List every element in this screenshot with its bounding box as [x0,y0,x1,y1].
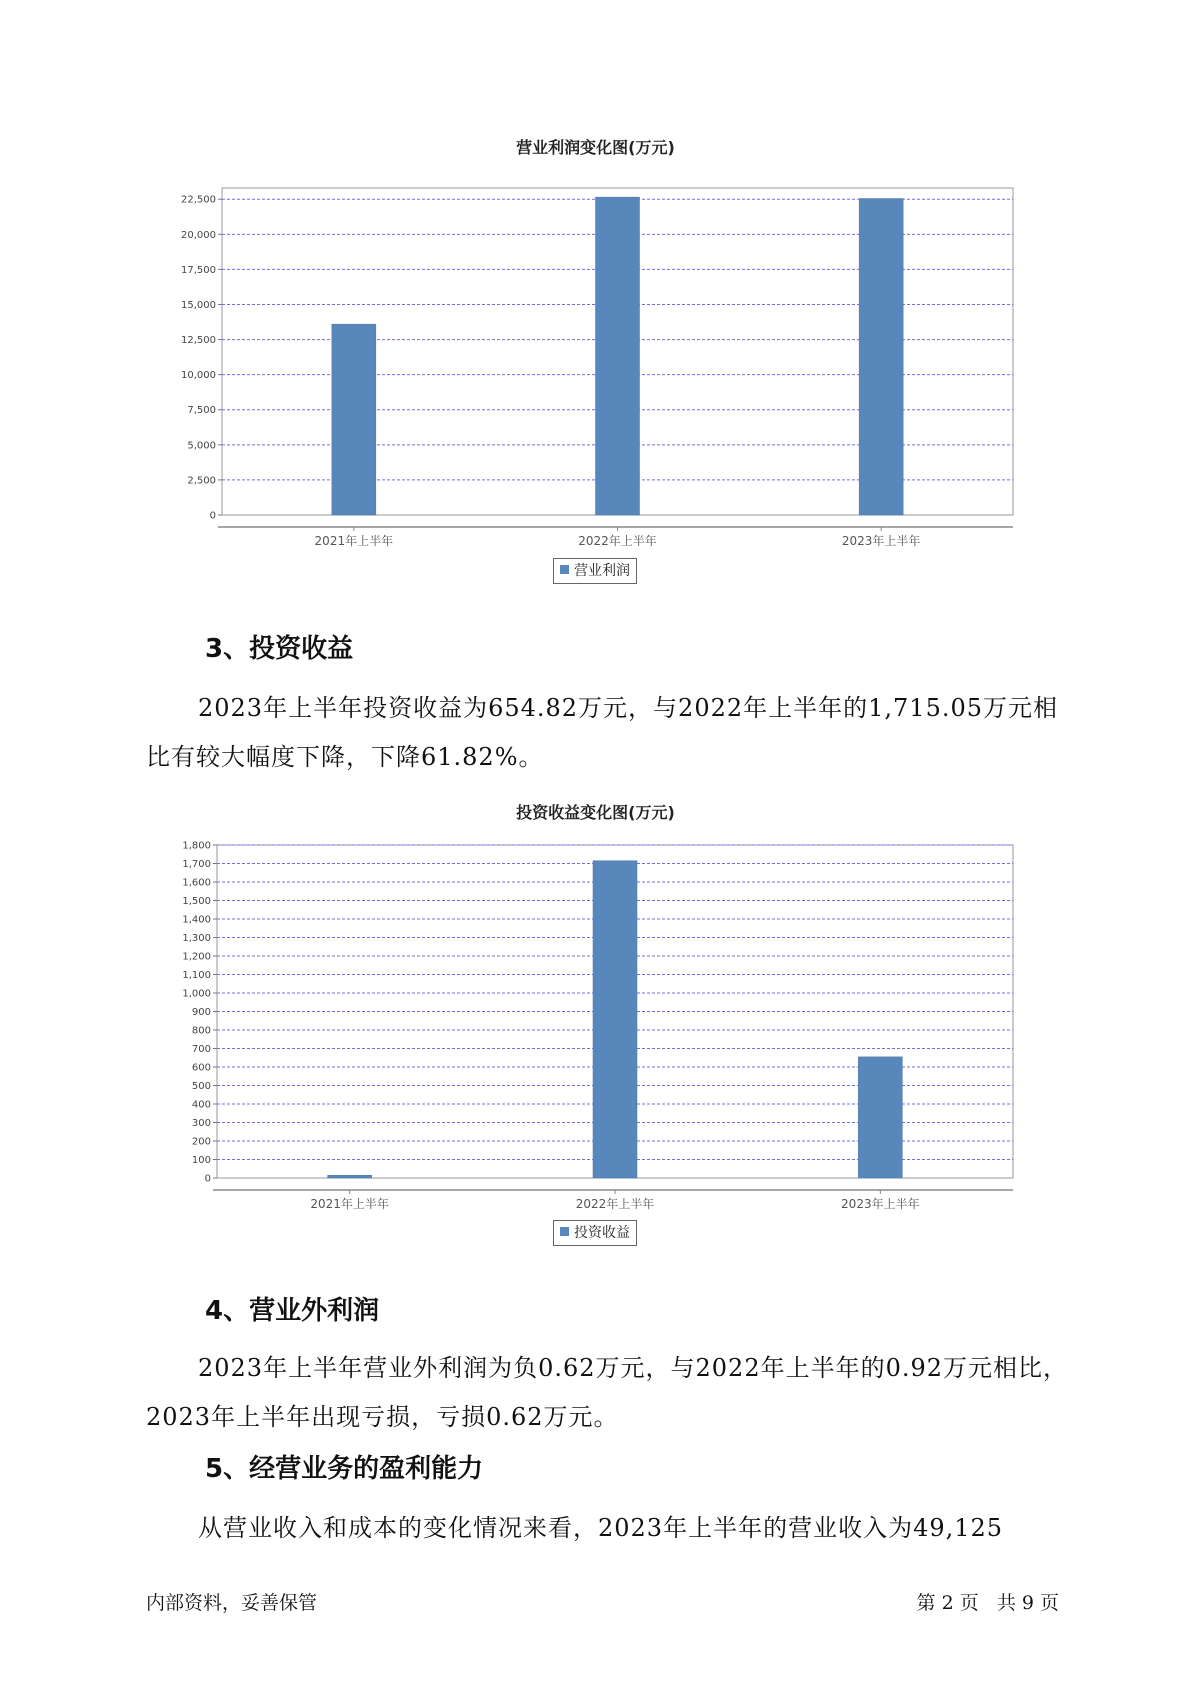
chart2-ytick-label: 0 [204,1173,211,1185]
section4-heading: 4、营业外利润 [205,1296,380,1326]
chart2-bar [858,1057,902,1178]
chart2-ytick-label: 1,700 [182,859,211,870]
chart2-ytick-label: 1,400 [182,914,211,926]
chart2-category-label: 2023年上半年 [841,1197,920,1211]
chart2-bar [593,861,637,1178]
chart1-ytick-label: 12,500 [181,335,216,347]
chart2-ytick-label: 300 [191,1118,211,1129]
chart1-category-label: 2021年上半年 [314,534,394,548]
chart1-category-label: 2022年上半年 [578,534,657,548]
chart2-ytick-label: 1,300 [182,933,211,944]
chart2-ytick-label: 1,500 [182,896,211,907]
section3-text: 2023年上半年投资收益为654.82万元，与2022年上半年的1,715.05万元相比有较大幅度下降，下降61.82%。 [146,694,1059,771]
chart2-ytick-label: 1,100 [182,970,211,981]
chart1-ytick-label: 10,000 [181,370,216,382]
chart2-ytick-label: 400 [191,1099,211,1111]
chart2-ytick-label: 900 [191,1007,211,1018]
chart1-ytick-label: 17,500 [181,264,216,276]
chart2-bar [328,1175,372,1178]
chart2-ytick-label: 1,200 [182,951,211,963]
chart2-ytick-label: 100 [191,1155,211,1166]
chart1-title: 营业利润变化图(万元) [516,138,675,157]
chart2-ytick-label: 1,000 [182,988,211,1000]
chart1-ytick-label: 0 [209,510,216,522]
section5-heading: 5、经营业务的盈利能力 [205,1454,484,1484]
chart1-ytick-label: 20,000 [181,229,216,241]
chart1-ytick-label: 7,500 [187,405,216,417]
section5-text: 从营业收入和成本的变化情况来看，2023年上半年的营业收入为49,125 [198,1514,1004,1542]
footer-confidential: 内部资料，妥善保管 [146,1592,318,1614]
chart2-ytick-label: 1,800 [182,840,211,852]
chart2-category-label: 2022年上半年 [575,1197,655,1211]
chart2-ytick-label: 200 [191,1136,211,1148]
legend-swatch-icon [560,1227,569,1236]
chart2-legend-label: 投资收益 [574,1225,630,1241]
chart1-legend-label: 营业利润 [574,563,630,579]
chart1-category-label: 2023年上半年 [841,534,921,548]
chart1-ytick-label: 15,000 [181,299,216,311]
chart2-ytick-label: 1,600 [182,877,211,889]
chart1-ytick-label: 5,000 [187,440,216,452]
chart2-category-label: 2021年上半年 [310,1197,389,1211]
chart2-legend [553,1220,637,1246]
section3-heading: 3、投资收益 [205,634,354,664]
chart2-ytick-label: 700 [191,1044,211,1055]
chart1-ytick-label: 2,500 [187,475,216,487]
chart2-ytick-label: 800 [191,1025,211,1037]
section4-text: 2023年上半年营业外利润为负0.62万元，与2022年上半年的0.92万元相比，2023年上半年出现亏损，亏损0.62万元。 [146,1354,1069,1431]
chart1-ytick-label: 22,500 [181,194,216,206]
footer-page-number: 第 2 页 共 9 页 [916,1592,1059,1614]
chart2-ytick-label: 500 [191,1081,211,1092]
chart2-ytick-label: 600 [191,1062,211,1074]
chart2-title: 投资收益变化图(万元) [516,803,675,822]
